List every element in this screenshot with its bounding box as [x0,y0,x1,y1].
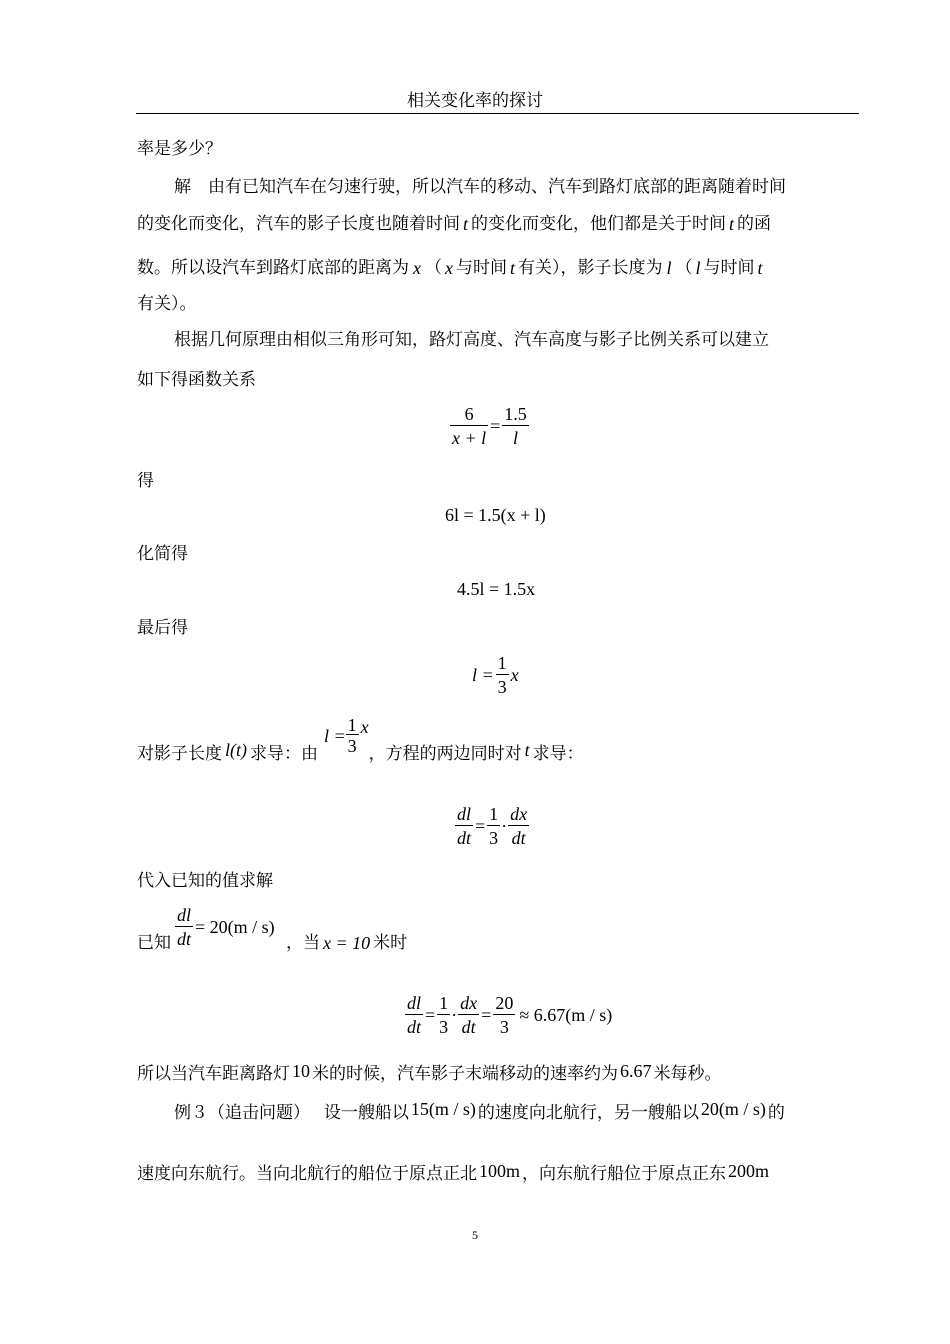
lhs: l = [324,725,346,746]
math-var-t: t [463,214,469,234]
math-var-x: x [445,258,453,278]
denominator: dt [455,825,473,849]
numerator: 1.5 [504,404,527,424]
denominator: 3 [493,1014,515,1038]
distance-east: 200m [728,1160,770,1181]
distance-north: 100m [479,1160,521,1181]
fraction [493,993,515,1038]
numerator: 1 [497,653,507,673]
text-segment: （ [675,257,693,278]
numerator: 20 [495,993,514,1013]
equation-final [472,653,519,698]
denominator: dt [458,1014,479,1038]
text-segment: 例３（追击问题） 设一艘船以 [174,1103,409,1123]
text-segment: 的变化而变化，汽车的影子长度也随着时间 [137,213,460,234]
paragraph-line [286,934,407,952]
paragraph-line [174,1095,785,1122]
text-segment: 的 [767,1103,785,1123]
math-var-l: l [666,258,672,278]
math-var-t: t [524,739,530,760]
text-segment: 有关），影子长度为 [518,257,663,278]
page-number: 5 [472,1228,478,1242]
text-segment: ，当 [286,932,320,953]
paragraph-line [137,259,766,277]
fraction [346,716,359,755]
paragraph-line: 代入已知的值求解 [137,871,273,891]
speed-north: 15(m / s) [410,1098,476,1119]
denominator: dt [508,825,529,849]
fraction [458,993,479,1038]
math-lt: l(t) [225,739,247,760]
text-segment: 求导： [532,744,584,764]
paragraph-line: 已知 [137,933,171,953]
inline-equation [324,716,369,755]
text-segment: 的变化而变化，他们都是关于时间 [471,213,727,234]
paragraph-line: 如下得函数关系 [137,370,256,390]
paragraph-line: 根据几何原理由相似三角形可知，路灯高度、汽车高度与影子比例关系可以建立 [174,330,769,350]
denominator: x + l [450,425,488,449]
page-header-title: 相关变化率的探讨 [407,91,543,111]
paragraph-line: 化简得 [137,544,188,564]
text-segment: 所以当汽车距离路灯 [137,1064,290,1084]
value-ten: 10 [292,1060,310,1081]
numerator: dl [457,804,472,824]
paragraph-line [137,715,584,764]
numerator: 1 [439,993,449,1013]
equals-sign: = [490,416,501,436]
text-segment: 米的时候，汽车影子末端移动的速率约为 [312,1064,618,1084]
fraction [502,404,529,449]
paragraph-line: 解 由有已知汽车在匀速行驶，所以汽车的移动、汽车到路灯底部的距离随着时间 [174,177,786,197]
text-segment: 求导：由 [250,744,318,764]
equation-expanded: 6l = 1.5(x + l) [445,505,546,525]
approx-value: ≈ 6.67(m / s) [519,1005,613,1025]
text-segment: （ [425,257,442,278]
numerator: dx [510,804,528,824]
value-speed: 6.67 [620,1060,652,1081]
fraction [496,653,509,698]
equals-sign: = [475,816,486,836]
fraction [175,905,193,950]
math-var-x: x [360,716,369,737]
text-segment: 数。所以设汽车到路灯底部的距离为 [137,257,409,278]
paragraph-line: 率是多少？ [137,139,222,159]
paragraph-line [137,215,771,233]
text-segment: ，方程的两边同时对 [368,744,522,764]
equation-proportion [450,404,529,449]
denominator: 3 [437,1014,450,1038]
math-x-equals: x = 10 [323,933,371,953]
header-divider [136,113,859,114]
equals-sign: = [425,1005,436,1025]
fraction [508,804,529,849]
numerator: dl [177,905,192,925]
dot-operator: · [501,816,508,836]
numerator: 1 [489,804,499,824]
speed-east: 20(m / s) [700,1098,766,1119]
math-var-t: t [757,258,763,278]
denominator: dt [405,1014,423,1038]
math-var-t: t [729,214,735,234]
denominator: dt [175,926,193,950]
math-var-x: x [510,665,519,685]
fraction [455,804,473,849]
fraction [487,804,500,849]
text-segment: 的函 [737,213,772,234]
fraction [405,993,423,1038]
paragraph-line [137,1058,722,1083]
rhs: = 20(m / s) [195,917,275,937]
equals-sign: = [481,1005,492,1025]
text-segment: 的速度向北航行，另一艘船以 [477,1103,699,1123]
denominator: 3 [487,825,500,849]
paragraph-line [137,1158,771,1183]
fraction [450,404,488,449]
math-var-l: l [695,258,701,278]
numerator: 6 [464,404,474,424]
text-segment: 米时 [373,932,408,953]
inline-equation [175,905,275,950]
denominator: 3 [496,674,509,698]
equation-derivative [455,804,529,849]
paragraph-line: 最后得 [137,618,188,638]
denominator: l [502,425,529,449]
text-segment: ，向东航行船位于原点正东 [522,1164,727,1184]
math-var-t: t [510,258,516,278]
equation-simplified: 4.5l = 1.5x [457,579,536,599]
lhs: l = [472,665,494,685]
numerator: dl [407,993,422,1013]
equation-result [405,993,612,1038]
paragraph-line: 得 [137,471,154,491]
numerator: 1 [347,715,357,735]
text-segment: 速度向东航行。当向北航行的船位于原点正北 [137,1164,477,1184]
fraction [437,993,450,1038]
text-segment: 对影子长度 [137,744,222,764]
denominator: 3 [347,736,357,756]
text-segment: 与时间 [703,257,755,278]
numerator: dx [460,993,478,1013]
text-segment: 与时间 [456,257,507,278]
text-segment: 米每秒。 [653,1064,722,1084]
math-var-x: x [413,258,421,278]
dot-operator: · [451,1005,458,1025]
paragraph-line: 有关）。 [137,294,197,314]
